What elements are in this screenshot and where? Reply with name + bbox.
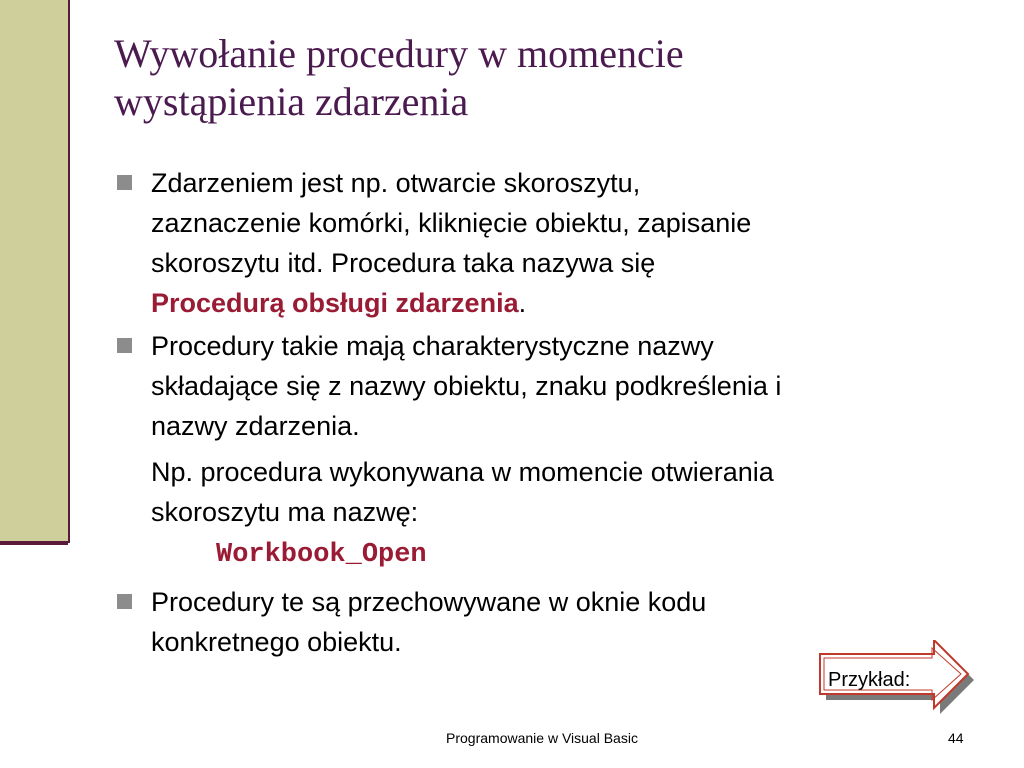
code-procedure-name: Workbook_Open <box>216 540 427 570</box>
bullet-text-line: zaznaczenie komórki, kliknięcie obiektu, zapisanie <box>151 208 752 238</box>
bullet-list <box>114 163 974 665</box>
bullet-text-line: konkretnego obiektu. <box>151 627 402 657</box>
bullet-tail: . <box>518 288 527 318</box>
bullet-square-icon <box>117 338 132 353</box>
paragraph-line: Np. procedura wykonywana w momencie otwierania <box>151 457 774 487</box>
highlight-term: Procedurą obsługi zdarzenia <box>151 288 519 318</box>
bullet-text-line: Procedury takie mają charakterystyczne nazwy <box>151 331 714 361</box>
example-paragraph <box>114 452 974 532</box>
bullet-text-line: Zdarzeniem jest np. otwarcie skoroszytu, <box>151 168 641 198</box>
bullet-text-line: Procedury te są przechowywane w oknie kodu <box>151 587 707 617</box>
page-number: 44 <box>948 730 964 746</box>
bullet-square-icon <box>117 594 132 609</box>
bullet-text-line: składające się z nazwy obiektu, znaku podkreślenia i <box>151 371 782 401</box>
side-decoration-rule <box>0 541 68 545</box>
bullet-text-line: skoroszytu itd. Procedura taka nazywa się <box>151 248 656 278</box>
example-button-label: Przykład: <box>828 669 911 691</box>
bullet-square-icon <box>117 175 132 190</box>
slide-title <box>114 30 994 126</box>
bullet-text-line <box>151 283 974 323</box>
paragraph-line: skoroszytu ma nazwę: <box>151 497 419 527</box>
bullet-text-line: nazwy zdarzenia. <box>151 411 360 441</box>
bullet-item <box>114 326 974 446</box>
side-decoration-bar <box>0 0 70 543</box>
title-line: wystąpienia zdarzenia <box>114 79 469 124</box>
footer-title: Programowanie w Visual Basic <box>446 730 638 746</box>
bullet-item <box>114 163 974 323</box>
title-line: Wywołanie procedury w momencie <box>114 31 684 76</box>
example-arrow-button[interactable] <box>818 640 978 716</box>
